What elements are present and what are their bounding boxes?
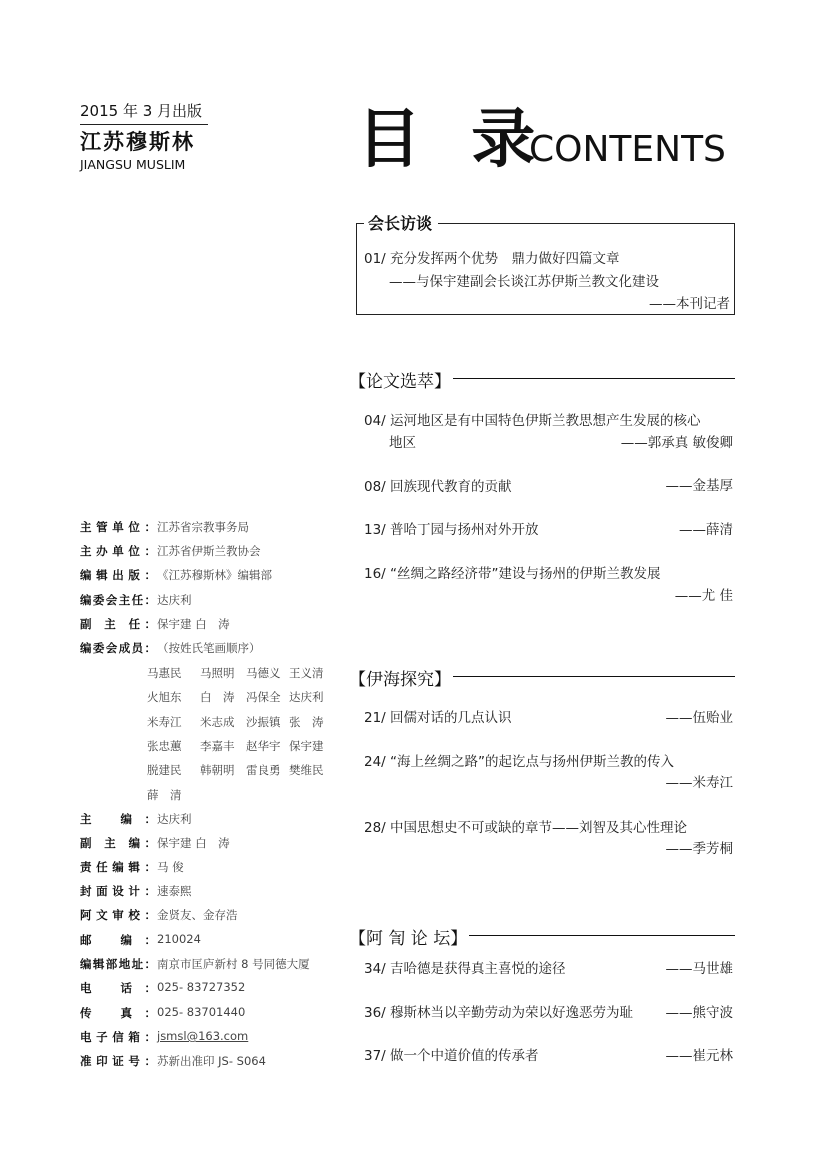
entry-subtitle: ——与保宇建副会长谈江苏伊斯兰教文化建设: [389, 274, 659, 290]
toc-entry[interactable]: [364, 816, 687, 836]
entry-author: ——季芳桐: [665, 841, 733, 857]
colophon-row: 邮 编： 210024: [80, 932, 201, 947]
date-divider: [80, 124, 208, 125]
colophon-row: 封面设计： 速泰熙: [80, 884, 192, 898]
colophon-row: 主办单位： 江苏省伊斯兰教协会: [80, 544, 261, 558]
member-name: 脱建民: [147, 763, 182, 777]
member-name: 达庆利: [289, 690, 324, 704]
entry-page: 13/: [364, 522, 386, 538]
magazine-title-cn: 江苏穆斯林: [80, 129, 195, 154]
colophon-row: 阿文审校： 金贤友、金存浩: [80, 908, 238, 922]
colophon-row: 编委会成员： （按姓氏笔画顺序）: [80, 641, 261, 655]
section-rule: [466, 935, 735, 936]
entry-author: ——崔元林: [665, 1048, 733, 1064]
entry-page: 04/: [364, 413, 386, 429]
colophon-row: 电子信箱： jsmsl@163.com: [80, 1029, 249, 1044]
toc-entry[interactable]: [364, 475, 512, 495]
colophon-row: 责任编辑： 马 俊: [80, 860, 184, 874]
colophon-row: 副 主 任： 保宇建 白 涛: [80, 617, 230, 631]
toc-title-en: CONTENTS: [529, 129, 726, 170]
entry-title: 普哈丁园与扬州对外开放: [390, 522, 539, 538]
section-rule: [450, 378, 735, 379]
entry-page: 08/: [364, 479, 386, 495]
member-name: 薛 清: [147, 788, 182, 802]
section-rule: [452, 676, 735, 677]
magazine-title-en: JIANGSU MUSLIM: [80, 157, 186, 172]
colophon-row: 电 话： 025- 83727352: [80, 980, 246, 995]
entry-title: 中国思想史不可或缺的章节——刘智及其心性理论: [390, 820, 688, 836]
entry-author: ——薛清: [679, 522, 733, 538]
colophon-row: 传 真： 025- 83701440: [80, 1005, 246, 1020]
entry-page: 01/: [364, 251, 386, 267]
entry-author: ——本刊记者: [649, 296, 730, 312]
colophon-row: 编委会主任： 达庆利: [80, 593, 192, 607]
member-name: 王义清: [289, 666, 324, 680]
entry-page: 37/: [364, 1048, 386, 1064]
member-name: 冯保全: [246, 690, 281, 704]
entry-author: ——尤 佳: [674, 588, 733, 604]
entry-author: ——马世雄: [665, 961, 733, 977]
entry-title: “海上丝绸之路”的起讫点与扬州伊斯兰教的传入: [390, 754, 675, 770]
colophon-row: 编辑出版： 《江苏穆斯林》编辑部: [80, 568, 272, 582]
toc-title: 目 录: [357, 103, 550, 177]
member-name: 米志成: [200, 715, 235, 729]
entry-page: 24/: [364, 754, 386, 770]
member-name: 马惠民: [147, 666, 182, 680]
member-name: 马德义: [246, 666, 281, 680]
colophon-row: 准印证号： 苏新出准印 JS- S064: [80, 1054, 266, 1068]
member-name: 火旭东: [147, 690, 182, 704]
colophon-row: 编辑部地址： 南京市匡庐新村 8 号同德大厦: [80, 957, 310, 971]
colophon-row: 副 主 编： 保宇建 白 涛: [80, 836, 230, 850]
section-title-imam-forum: 【阿 訇 论 坛】: [349, 924, 469, 949]
entry-title: 回儒对话的几点认识: [390, 710, 512, 726]
toc-entry[interactable]: [364, 1044, 539, 1064]
entry-title-continued: 地区: [389, 435, 416, 451]
toc-entry[interactable]: [364, 750, 674, 770]
entry-title: 回族现代教育的贡献: [390, 479, 512, 495]
toc-entry[interactable]: [364, 562, 661, 582]
publication-date: 2015 年 3 月出版: [80, 102, 203, 120]
entry-author: ——熊守波: [665, 1005, 733, 1021]
member-name: 白 涛: [200, 690, 235, 704]
entry-title: 运河地区是有中国特色伊斯兰教思想产生发展的核心: [390, 413, 701, 429]
member-name: 雷良勇: [246, 763, 281, 777]
toc-entry[interactable]: [364, 706, 512, 726]
member-name: 张忠蕙: [147, 739, 182, 753]
colophon-row: 主 编： 达庆利: [80, 812, 192, 826]
entry-page: 36/: [364, 1005, 386, 1021]
entry-title: 做一个中道价值的传承者: [390, 1048, 539, 1064]
entry-page: 34/: [364, 961, 386, 977]
toc-entry[interactable]: [364, 1001, 633, 1021]
member-name: 樊维民: [289, 763, 324, 777]
entry-page: 16/: [364, 566, 386, 582]
entry-author: ——金基厚: [665, 478, 733, 494]
member-name: 赵华宇: [246, 739, 281, 753]
member-name: 韩朝明: [200, 763, 235, 777]
entry-title: 吉哈德是获得真主喜悦的途径: [390, 961, 566, 977]
member-name: 李嘉丰: [200, 739, 235, 753]
member-name: 张 涛: [289, 715, 324, 729]
member-name: 马照明: [200, 666, 235, 680]
toc-entry[interactable]: [364, 957, 566, 977]
section-title-exploration: 【伊海探究】: [349, 665, 453, 690]
toc-entry[interactable]: [364, 518, 539, 538]
entry-page: 28/: [364, 820, 386, 836]
entry-title: “丝绸之路经济带”建设与扬州的伊斯兰教发展: [390, 566, 661, 582]
member-name: 沙振镇: [246, 715, 281, 729]
colophon-row: 主管单位： 江苏省宗教事务局: [80, 520, 249, 534]
email-link[interactable]: jsmsl@163.com: [157, 1029, 249, 1043]
section-title-interview: 会长访谈: [364, 211, 438, 234]
toc-entry[interactable]: [364, 247, 620, 267]
entry-title: 充分发挥两个优势 鼎力做好四篇文章: [390, 251, 620, 267]
entry-author: ——郭承真 敏俊卿: [620, 435, 733, 451]
entry-page: 21/: [364, 710, 386, 726]
toc-entry[interactable]: [364, 409, 701, 429]
entry-author: ——米寿江: [665, 775, 733, 791]
member-name: 保宇建: [289, 739, 324, 753]
section-title-papers: 【论文选萃】: [349, 367, 453, 392]
member-name: 米寿江: [147, 715, 182, 729]
entry-author: ——伍贻业: [665, 710, 733, 726]
entry-title: 穆斯林当以辛勤劳动为荣以好逸恶劳为耻: [390, 1005, 634, 1021]
